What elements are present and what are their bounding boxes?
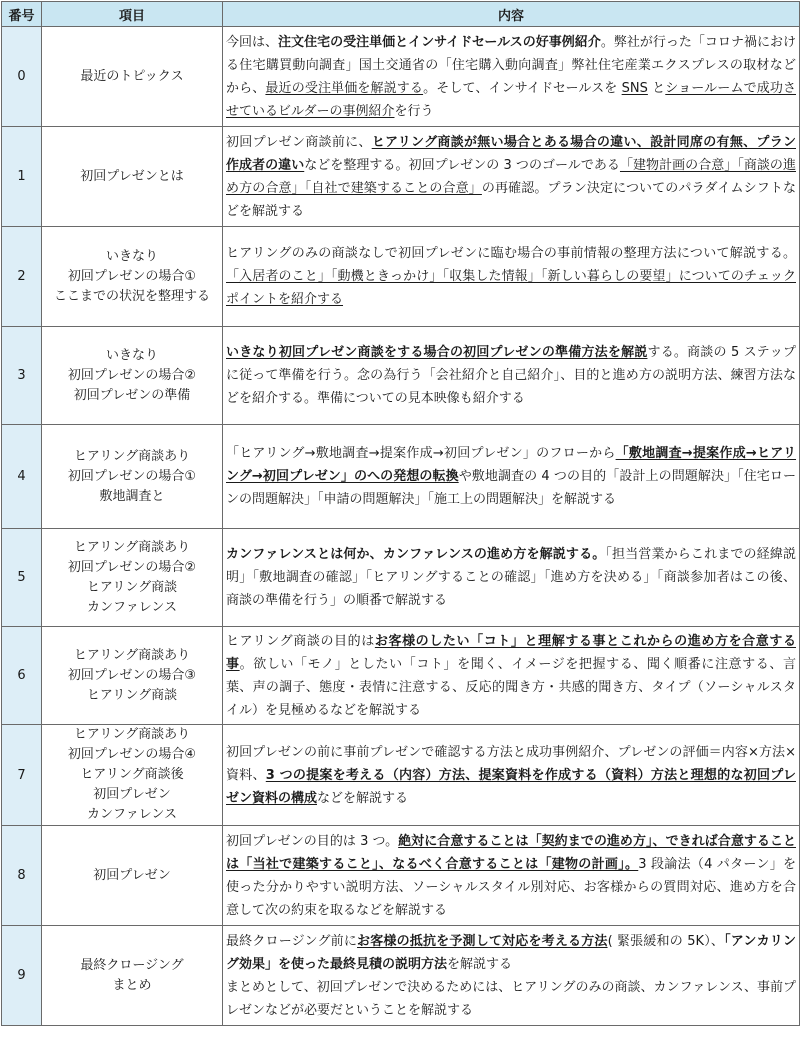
header-item: 項目 (42, 2, 223, 27)
table-row (2, 227, 800, 327)
content-text: 初回プレゼンの目的は 3 つ。 (226, 833, 399, 849)
item-line: ヒアリング商談あり (73, 539, 191, 555)
item-line: ヒアリング商談後 (80, 767, 184, 782)
emphasis-text: ヒアリング商談が無い場合とある場合の違い、設計同席の有無、プラン作成者の違い (226, 134, 796, 173)
row-item (42, 725, 223, 826)
content-text: と (647, 80, 666, 96)
emphasis-text: お客様の抵抗を予測して対応を考える方法 (357, 933, 608, 949)
content-text: を解説する (447, 956, 513, 972)
row-content (223, 327, 800, 425)
row-content (223, 627, 800, 725)
item-line: ヒアリング商談 (86, 687, 178, 703)
table-row (2, 127, 800, 227)
item-line: 初回プレゼン (93, 787, 171, 802)
content-text: する。商談の 5 ステップに従って準備を行う。念の為行う「会社紹介と自己紹介」、目的と進め方の説明方法、練習方法などを紹介する。準備についての見本映像も紹介する (226, 345, 796, 406)
header-row (2, 2, 800, 27)
content-text: 「担当営業からこれまでの経緯説明」「敷地調査の確認」「ヒアリングすることの確認」「進め方を決める」「商談参加者はこの後、商談の準備を行う」の順番で解説する (226, 547, 796, 608)
row-item (42, 127, 223, 227)
item-line: 最近のトピックス (80, 68, 184, 84)
emphasis-text: 注文住宅の受注単価とインサイドセールスの好事例紹介 (278, 34, 601, 50)
row-number: 5 (2, 529, 42, 627)
item-line: 初回プレゼンの場合② (67, 559, 197, 575)
item-line: ここまでの状況を整理する (53, 288, 210, 304)
row-number: 9 (2, 926, 42, 1026)
row-content (223, 425, 800, 529)
row-item (42, 627, 223, 725)
emphasis-text: 最近の受注単価を解説する (265, 80, 424, 96)
emphasis-text: カンファレンスとは何か、カンファレンスの進め方を解説する。 (226, 547, 606, 562)
emphasis-text: 「建物計画の合意」「商談の進め方の合意」「自社で建築することの合意」 (226, 157, 796, 196)
item-line: まとめ (112, 977, 152, 993)
row-item (42, 926, 223, 1026)
content-text: などを整理する。初回プレゼンの 3 つのゴールである (304, 157, 620, 173)
item-line: ヒアリング商談 (86, 579, 178, 595)
row-item (42, 227, 223, 327)
item-line: 最終クロージング (80, 957, 184, 973)
row-number: 3 (2, 327, 42, 425)
item-line: 敷地調査と (99, 488, 165, 504)
item-line: ヒアリング商談あり (73, 448, 191, 464)
content-text: などを解説する (317, 790, 409, 806)
row-content (223, 529, 800, 627)
table-row (2, 425, 800, 529)
item-line: ヒアリング商談あり (73, 647, 191, 663)
content-text: 「ヒアリング→敷地調査→提案作成→初回プレゼン」のフローから (226, 446, 616, 461)
emphasis-text: いきなり初回プレゼン商談をする場合の初回プレゼンの準備方法を解説 (226, 345, 648, 360)
emphasis-text: 「敷地調査→提案作成→ヒアリング→初回プレゼン」のへの発想の転換 (226, 446, 797, 484)
row-item (42, 27, 223, 127)
row-content (223, 826, 800, 926)
row-number: 6 (2, 627, 42, 725)
content-text: の再確認。プラン決定についてのパラダイムシフトなどを解説する (226, 180, 796, 219)
table-row (2, 926, 800, 1026)
table-row (2, 826, 800, 926)
item-line: 初回プレゼンの場合① (67, 468, 197, 484)
content-text: 最終クロージング前に (226, 933, 358, 949)
table-row (2, 725, 800, 826)
item-line: 初回プレゼンの場合③ (67, 667, 197, 683)
emphasis-text: 「アンカリング効果」を使った最終見積の説明方法 (226, 933, 796, 972)
emphasis-text: 3 つの提案を考える（内容）方法、提案資料を作成する（資料）方法と理想的な初回プレゼン資料の構成 (226, 767, 796, 806)
item-line: 初回プレゼンの準備 (73, 387, 191, 403)
row-item (42, 826, 223, 926)
content-text: 今回は、 (226, 34, 279, 50)
row-number: 1 (2, 127, 42, 227)
item-line: 初回プレゼンとは (80, 168, 184, 184)
emphasis-text: 絶対に合意することは「契約までの進め方」、できれば合意することは「当社で建築すること」、なるべく合意することは「建物の計画」。 (226, 833, 796, 872)
emphasis-text: 「入居者のこと」「動機ときっかけ」「収集した情報」「新しい暮らしの要望」についてのチェックポイントを紹介する (226, 269, 796, 307)
row-content (223, 926, 800, 1026)
row-item (42, 529, 223, 627)
content-text: 3 段論法（4 パターン」を使った分かりやすい説明方法、ソーシャルスタイル別対応、お客様からの質問対応、進め方を合意して次の約束を取るなどを解説する (226, 856, 796, 918)
row-content (223, 227, 800, 327)
content-text: 初回プレゼン商談前に、 (226, 134, 372, 150)
item-line: 初回プレゼン (93, 867, 171, 883)
row-item (42, 425, 223, 529)
content-text: ( 緊張緩和の 5K）、 (607, 933, 725, 949)
table-row (2, 27, 800, 127)
content-text: 初回プレゼンの前に事前プレゼンで確認する方法と成功事例紹介、プレゼンの評価＝内容×方法×資料、 (226, 744, 796, 783)
content-text: や敷地調査の 4 つの目的「設計上の問題解決」「住宅ローンの問題解決」「申請の問題解決」「施工上の問題解決」を解説する (226, 469, 796, 507)
item-line: 初回プレゼンの場合② (67, 367, 197, 383)
item-line: ヒアリング商談あり (73, 727, 191, 742)
row-number: 0 (2, 27, 42, 127)
emphasis-text: お客様のしたい「コト」と理解する事とこれからの進め方を合意する事 (226, 633, 796, 672)
table-row (2, 627, 800, 725)
header-content: 内容 (223, 2, 800, 27)
content-text: 。欲しい「モノ」としたい「コト」を聞く、イメージを把握する、聞く順番に注意する、言葉、声の調子、態度・表情に注意する、反応的聞き方・共感的聞き方、タイプ（ソーシャルスタイル）を見極めるなどを解説する (226, 656, 796, 718)
content-text: ヒアリング商談の目的は (226, 633, 375, 649)
table-row (2, 327, 800, 425)
item-line: 初回プレゼンの場合④ (67, 747, 197, 762)
emphasis-text: ショールームで成功させているビルダーの事例紹介 (226, 80, 796, 119)
row-number: 7 (2, 725, 42, 826)
content-text: 。弊社が行った「コロナ禍における住宅購買動向調査」国土交通省の「住宅購入動向調査」弊社住宅産業エクスプレスの取材などから、 (226, 34, 796, 96)
content-text: まとめとして、初回プレゼンで決めるためには、ヒアリングのみの商談、カンファレンス、事前プレゼンなどが必要だということを解説する (226, 979, 796, 1018)
row-number: 2 (2, 227, 42, 327)
row-content (223, 27, 800, 127)
header-num: 番号 (2, 2, 42, 27)
topics-table (1, 1, 800, 1026)
item-line: いきなり (105, 248, 158, 264)
row-number: 8 (2, 826, 42, 926)
item-line: カンファレンス (86, 599, 178, 615)
row-content (223, 127, 800, 227)
item-line: 初回プレゼンの場合① (67, 268, 197, 284)
content-text: を行う (394, 103, 434, 119)
row-content (223, 725, 800, 826)
content-text: 。そして、インサイドセールスを (423, 80, 622, 96)
item-line: カンファレンス (86, 807, 178, 822)
content-text: ヒアリングのみの商談なしで初回プレゼンに臨む場合の事前情報の整理方法について解説する。 (226, 246, 796, 261)
row-number: 4 (2, 425, 42, 529)
table-row (2, 529, 800, 627)
row-item (42, 327, 223, 425)
item-line: いきなり (105, 347, 158, 363)
emphasis-text: SNS (621, 80, 648, 96)
